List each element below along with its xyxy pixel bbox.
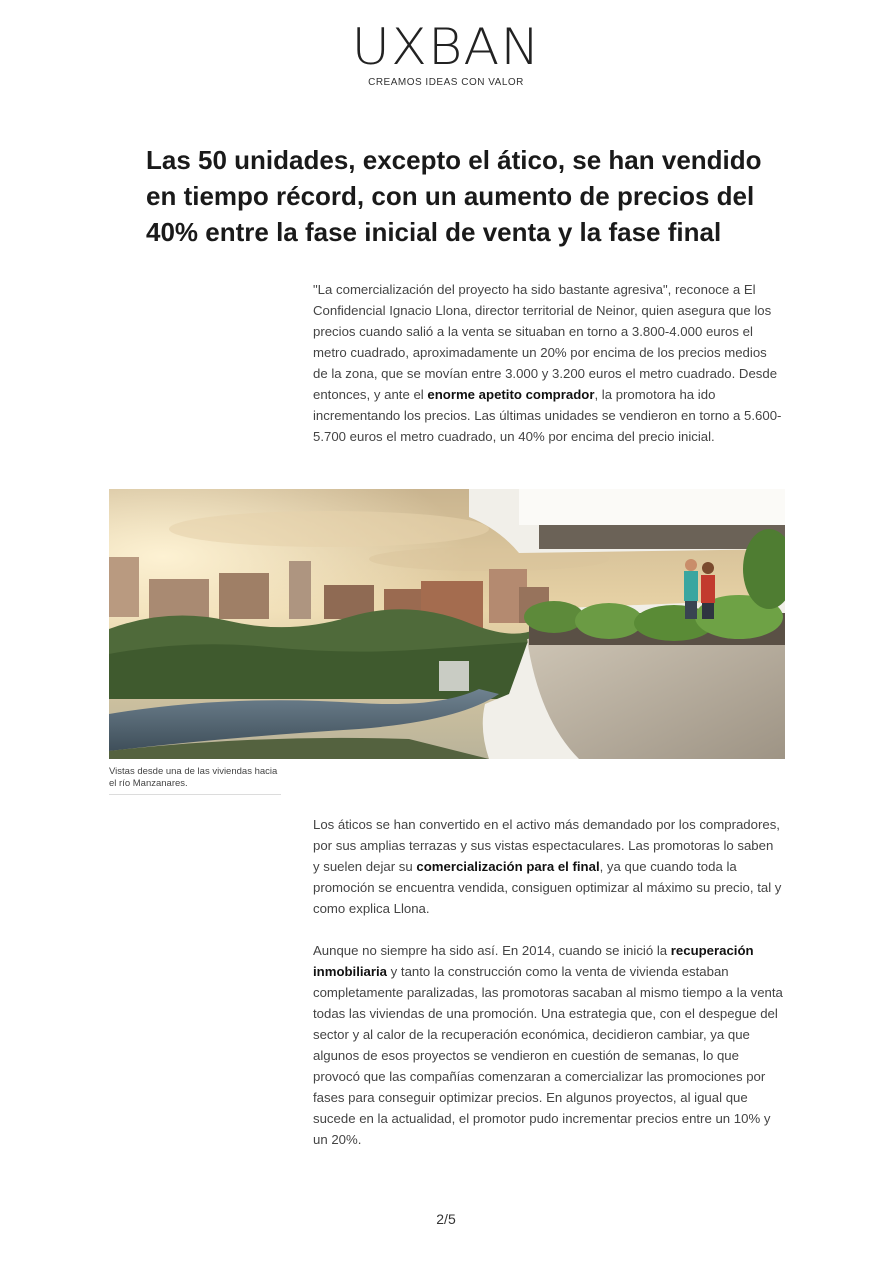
article-paragraph-2	[313, 814, 783, 919]
paragraph-text: , ya que cuando toda la promoción se encuentra vendida, consiguen optimizar al máximo su precio, tal y como explica Llona.	[313, 859, 782, 916]
paragraph-bold-text: enorme apetito comprador	[427, 387, 595, 402]
brand-logo	[0, 18, 892, 88]
article-photo	[109, 489, 785, 759]
rendering-balcony-view	[109, 489, 785, 759]
article-paragraph-3	[313, 940, 783, 1150]
paragraph-text: y tanto la construcción como la venta de vivienda estaban completamente paralizadas, las promotoras sacaban al mismo tiempo a la venta todas las viviendas de una promoción. Una estrategia que, con el despegue del sector y al calor de la recuperación económica, decidieron cambiar, ya que algunos de esos proyectos se vendieron en cuestión de semanas, lo que provocó que las compañías comenzaran a comercializar las promociones por fases para conseguir optimizar precios. En algunos proyectos, al igual que sucede en la actualidad, el promotor pudo incrementar precios entre un 10% y un 20%.	[313, 964, 783, 1147]
photo-caption: Vistas desde una de las viviendas hacia el río Manzanares.	[109, 766, 281, 795]
paragraph-text: , la promotora ha ido incrementando los precios. Las últimas unidades se vendieron en torno a 5.600-5.700 euros el metro cuadrado, un 40% por encima del precio inicial.	[313, 387, 782, 444]
paragraph-bold-text: recuperación inmobiliaria	[313, 943, 754, 979]
paragraph-text: "La comercialización del proyecto ha sido bastante agresiva", reconoce a El Confidencial Ignacio Llona, director territorial de Neinor, quien asegura que los precios cuando salió a la venta se situaban en torno a 3.800-4.000 euros el metro cuadrado, aproximadamente un 20% por encima de los precios medios de la zona, que se movían entre 3.000 y 3.200 euros el metro cuadrado. Desde entonces, y ante el	[313, 282, 778, 402]
paragraph-bold-text: comercialización para el final	[416, 859, 600, 874]
article-paragraph-1	[313, 279, 783, 447]
brand-tagline: CREAMOS IDEAS CON VALOR	[368, 77, 524, 88]
brand-name: UXBAN	[351, 18, 541, 76]
article-headline: Las 50 unidades, excepto el ático, se han vendido en tiempo récord, con un aumento de precios del 40% entre la fase inicial de venta y la fase final	[146, 145, 762, 247]
page-number: 2/5	[436, 1211, 456, 1227]
paragraph-text: Aunque no siempre ha sido así. En 2014, cuando se inició la	[313, 943, 671, 958]
paragraph-text: Los áticos se han convertido en el activo más demandado por los compradores, por sus amplias terrazas y sus vistas espectaculares. Las promotoras lo saben y suelen dejar su	[313, 817, 780, 874]
